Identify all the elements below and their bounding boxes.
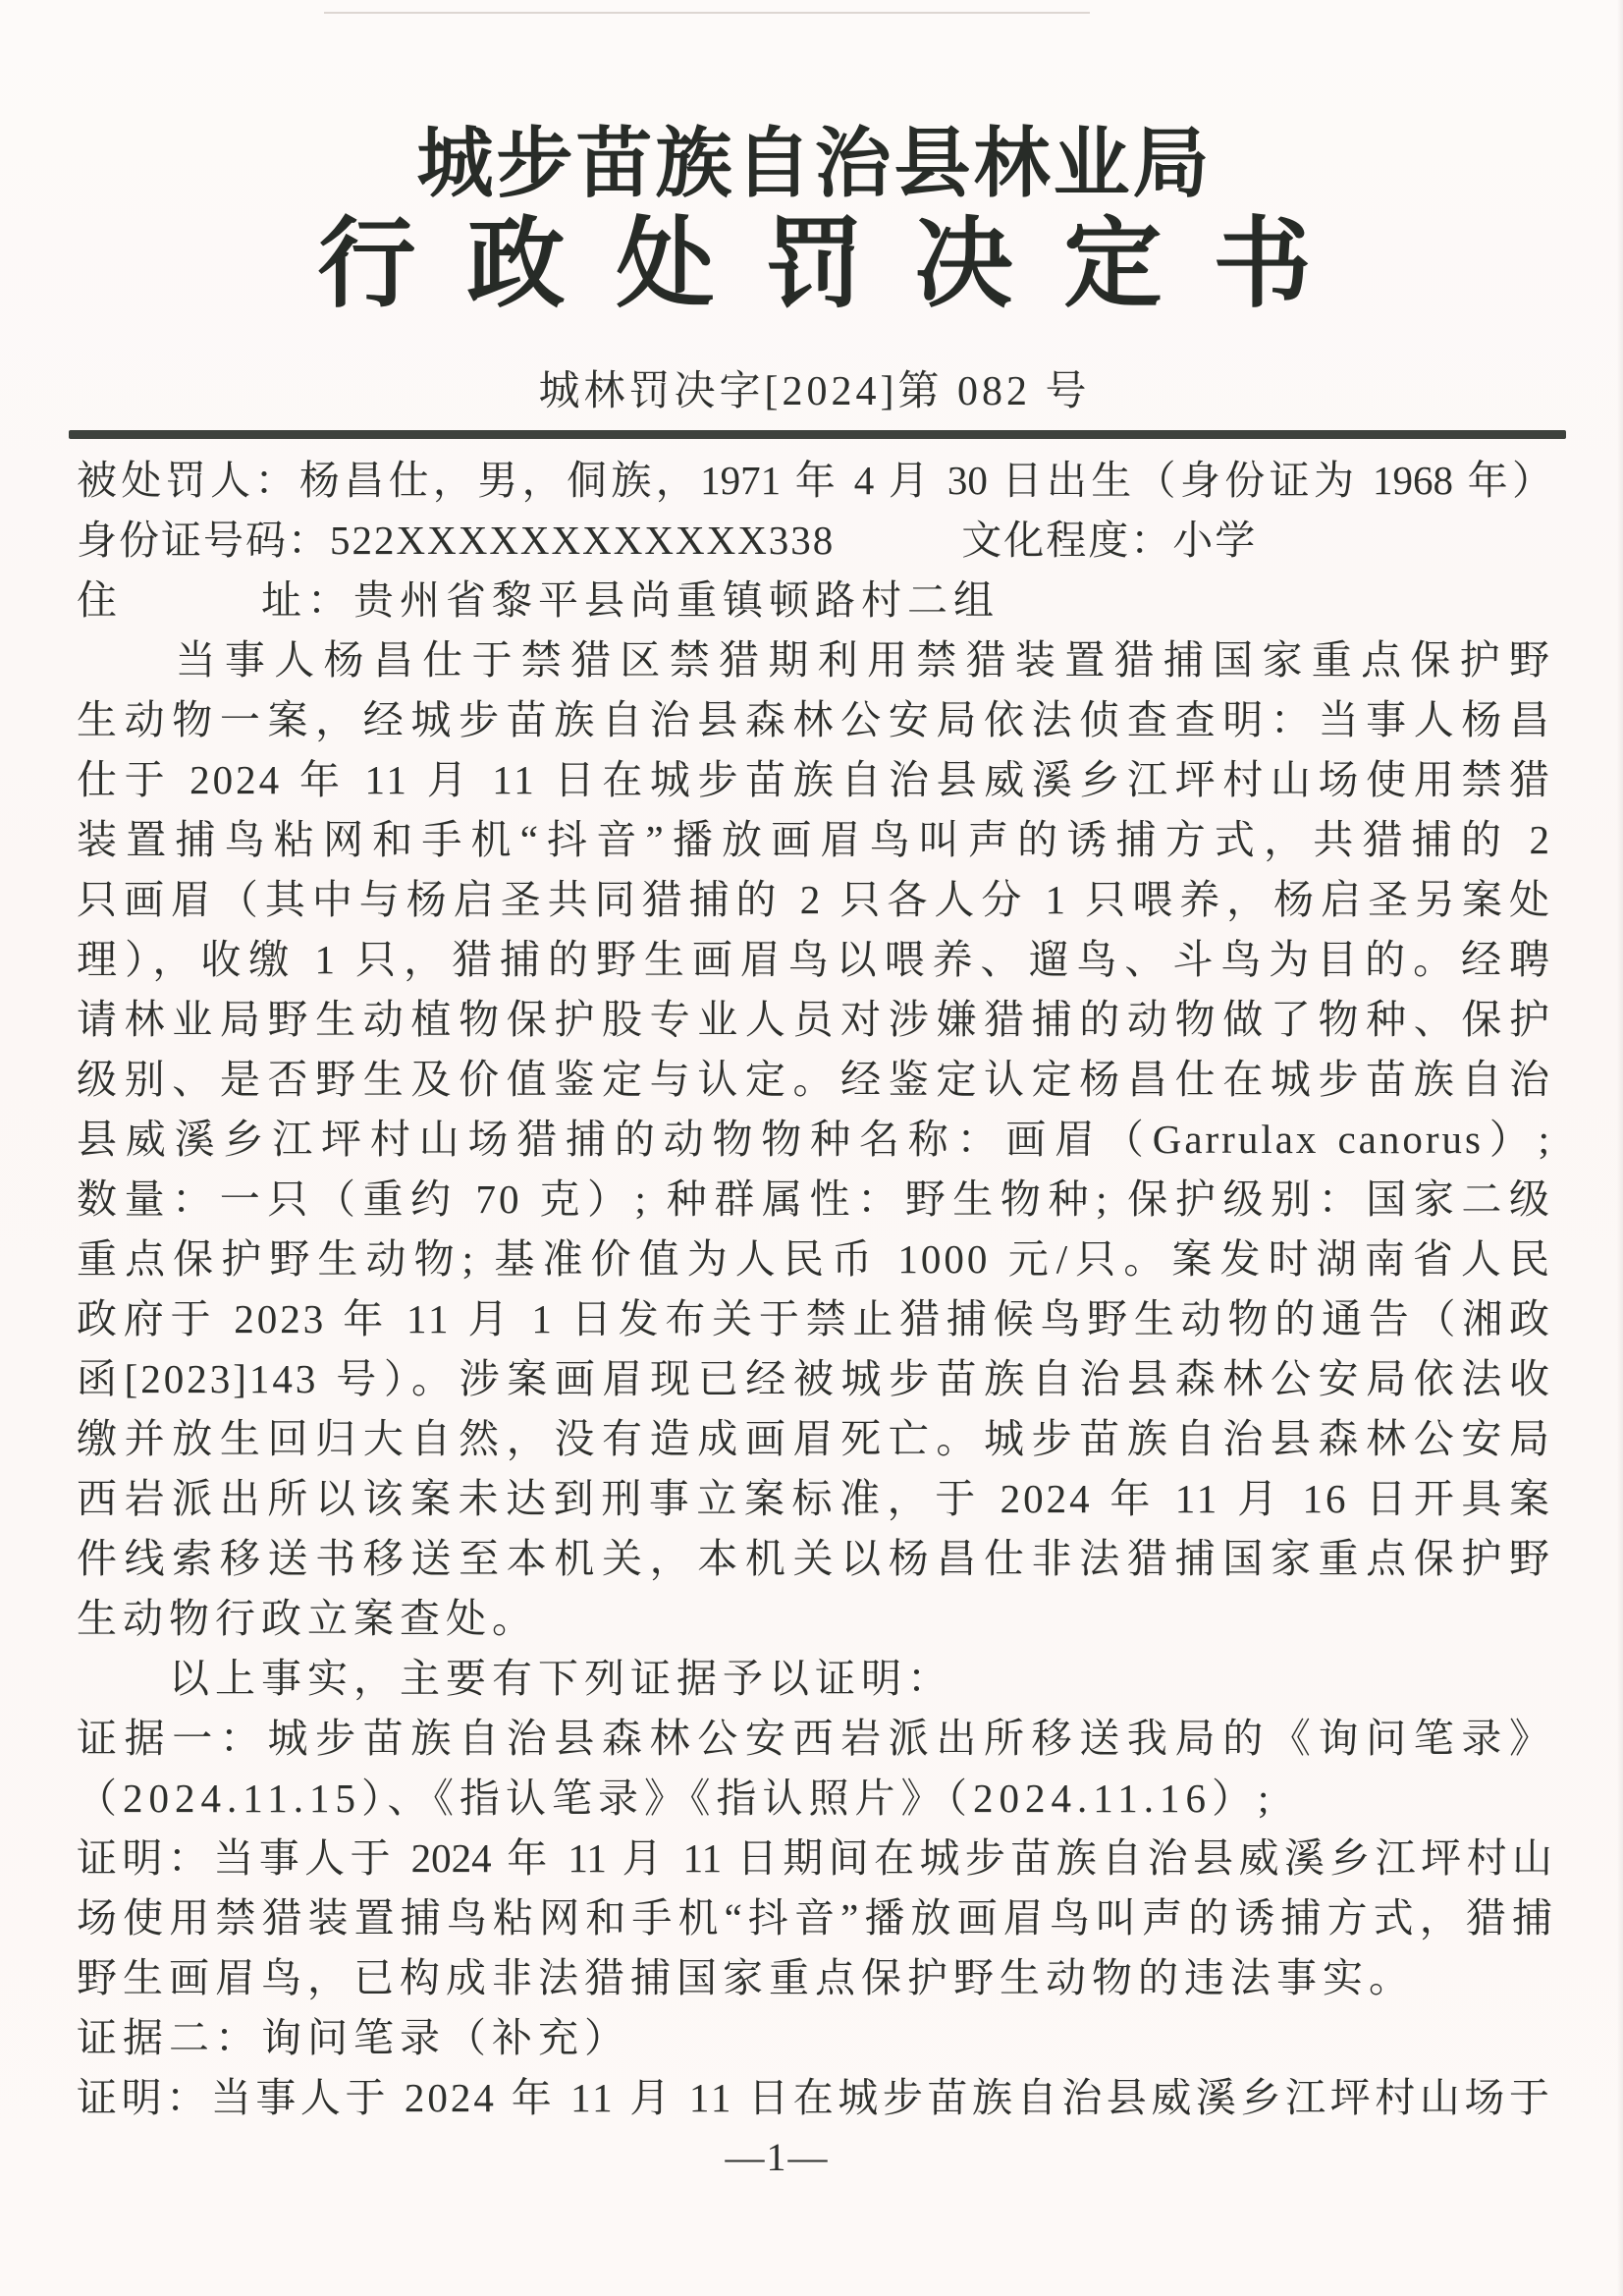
body-line: 政府于 2023 年 11 月 1 日发布关于禁止猎捕候鸟野生动物的通告（湘政 [77, 1296, 1552, 1341]
body-line: 函[2023]143 号）。涉案画眉现已经被城步苗族自治县森林公安局依法收 [77, 1356, 1552, 1401]
body-line: 证明：当事人于 2024 年 11 月 11 日在城步苗族自治县威溪乡江坪村山场于 [77, 2075, 1552, 2120]
body-line: 当事人杨昌仕于禁猎区禁猎期利用禁猎装置猎捕国家重点保护野 [77, 637, 1552, 683]
body-line: 身份证号码：522XXXXXXXXXXXX338 文化程度：小学 [77, 518, 1258, 563]
body-line: 被处罚人：杨昌仕，男，侗族，1971 年 4 月 30 日出生（身份证为 1968 年） [77, 458, 1552, 503]
body-line: 生动物一案，经城步苗族自治县森林公安局依法侦查查明：当事人杨昌 [77, 697, 1552, 742]
body-line: 生动物行政立案查处。 [77, 1596, 538, 1641]
body-line: 场使用禁猎装置捕鸟粘网和手机“抖音”播放画眉鸟叫声的诱捕方式，猎捕 [77, 1895, 1552, 1941]
body-line: 只画眉（其中与杨启圣共同猎捕的 2 只各人分 1 只喂养，杨启圣另案处 [77, 877, 1552, 922]
body-line: 住 址：贵州省黎平县尚重镇顿路村二组 [77, 577, 1000, 623]
body-line: 级别、是否野生及价值鉴定与认定。经鉴定认定杨昌仕在城步苗族自治 [77, 1057, 1552, 1102]
header-divider-rule [69, 430, 1566, 439]
page-number: —1— [725, 2135, 830, 2179]
body-line: 仕于 2024 年 11 月 11 日在城步苗族自治县威溪乡江坪村山场使用禁猎 [77, 757, 1552, 802]
body-line: 证据二：询问笔录（补充） [77, 2015, 630, 2060]
body-line: 理），收缴 1 只，猎捕的野生画眉鸟以喂养、遛鸟、斗鸟为目的。经聘 [77, 937, 1552, 982]
body-line: 件线索移送书移送至本机关，本机关以杨昌仕非法猎捕国家重点保护野 [77, 1536, 1552, 1581]
document-body [77, 451, 1552, 2128]
body-line: 请林业局野生动植物保护股专业人员对涉嫌猎捕的动物做了物种、保护 [77, 997, 1552, 1042]
body-line: 以上事实，主要有下列证据予以证明： [77, 1656, 953, 1701]
body-line: 缴并放生回归大自然，没有造成画眉死亡。城步苗族自治县森林公安局 [77, 1416, 1552, 1461]
body-line: 证据一：城步苗族自治县森林公安西岩派出所移送我局的《询问笔录》 [77, 1716, 1552, 1761]
body-line: 证明：当事人于 2024 年 11 月 11 日期间在城步苗族自治县威溪乡江坪村山 [77, 1835, 1552, 1881]
scan-artifact-top-edge [324, 12, 1090, 14]
scan-artifact-right-edge [1617, 0, 1623, 2296]
document-number: 城林罚决字[2024]第 082 号 [538, 369, 1091, 414]
document-title: 行政处罚决定书 [317, 210, 1363, 319]
body-line: 重点保护野生动物; 基准价值为人民币 1000 元/只。案发时湖南省人民 [77, 1236, 1552, 1282]
body-line: 野生画眉鸟，已构成非法猎捕国家重点保护野生动物的违法事实。 [77, 1955, 1415, 2000]
body-line: （2024.11.15）、《指认笔录》《指认照片》（2024.11.16）; [77, 1776, 1275, 1821]
body-line: 县威溪乡江坪村山场猎捕的动物物种名称：画眉（Garrulax canorus）; [77, 1117, 1552, 1162]
agency-name: 城步苗族自治县林业局 [416, 121, 1213, 206]
body-line: 装置捕鸟粘网和手机“抖音”播放画眉鸟叫声的诱捕方式，共猎捕的 2 [77, 817, 1552, 862]
body-line: 数量：一只（重约 70 克）; 种群属性：野生物种; 保护级别：国家二级 [77, 1176, 1552, 1222]
body-line: 西岩派出所以该案未达到刑事立案标准，于 2024 年 11 月 16 日开具案 [77, 1476, 1552, 1521]
